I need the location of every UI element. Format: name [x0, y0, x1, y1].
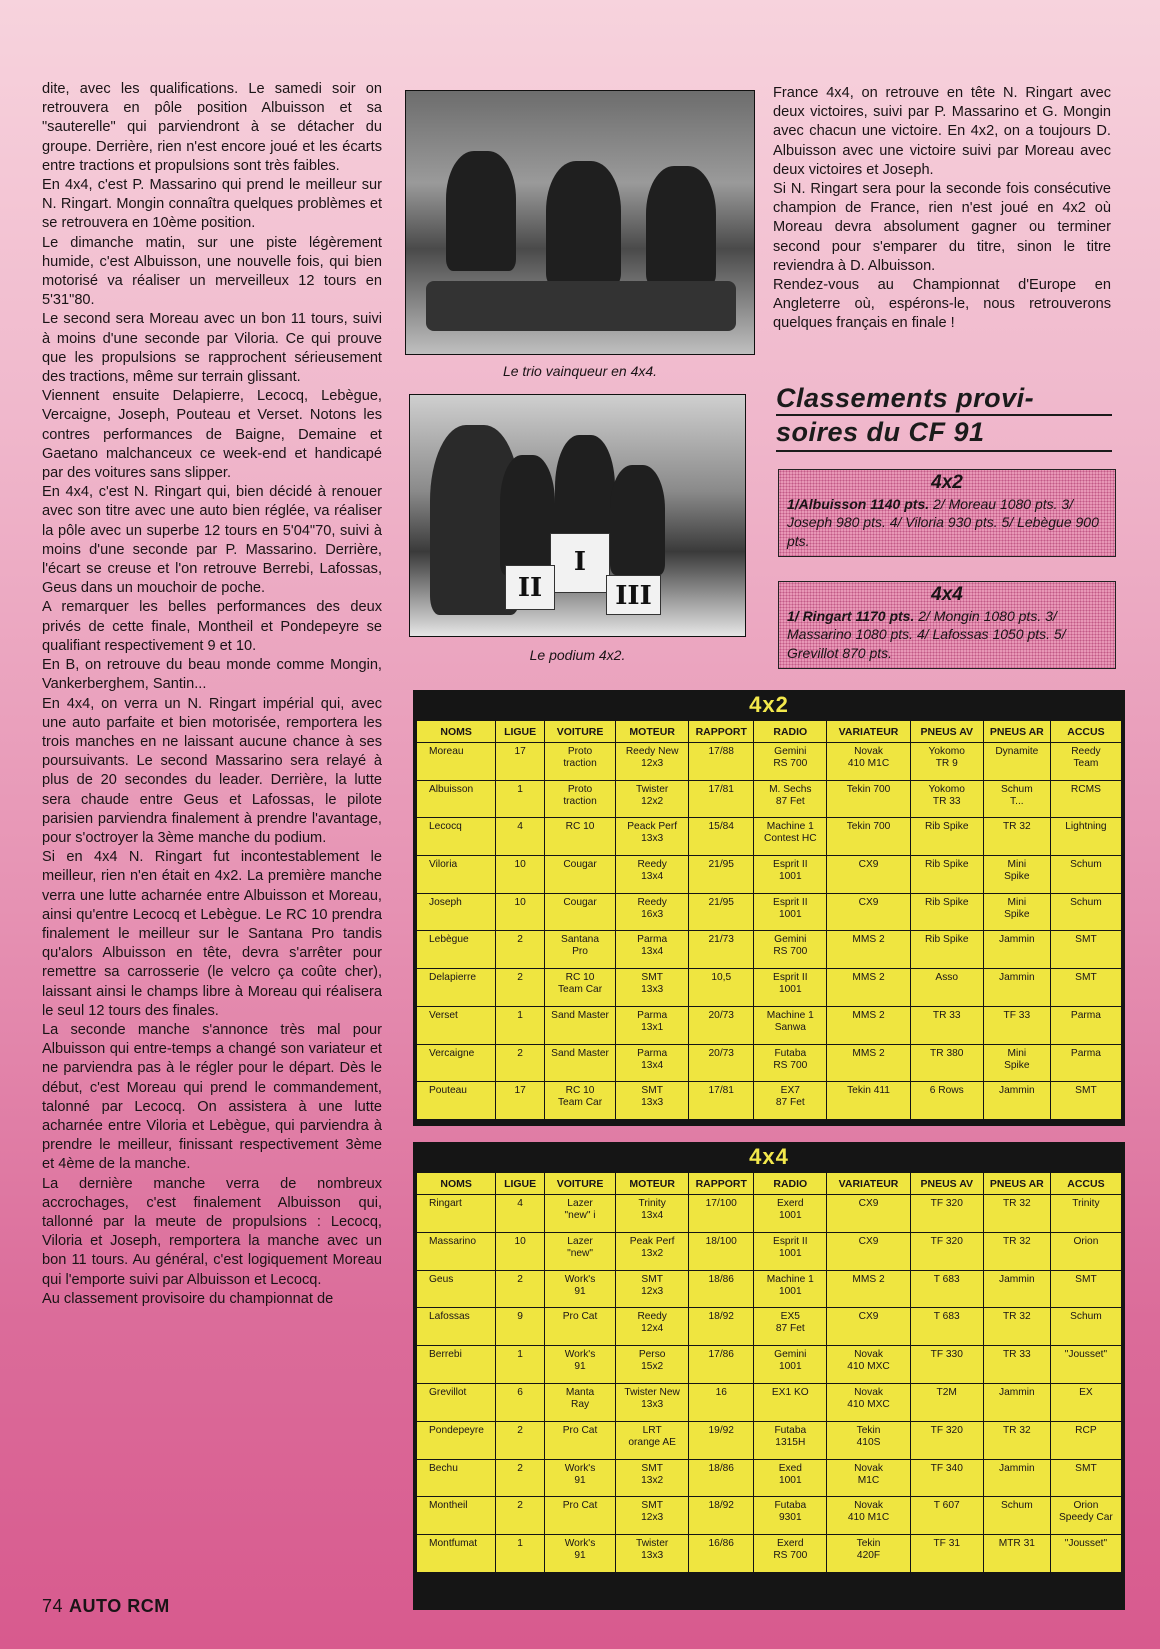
table-cell: 2: [496, 1459, 545, 1497]
table-cell: Sand Master: [544, 1044, 615, 1082]
table-header-row: [417, 721, 1122, 743]
table-cell: SMT: [1050, 1082, 1121, 1120]
table-cell: 18/92: [689, 1497, 754, 1535]
paragraph: Le dimanche matin, sur une piste légèrement humide, c'est Albuisson, une nouvelle fois, qui bien motorisé va réaliser un merveilleux 12 tours en 5'31"80.: [42, 234, 382, 309]
table-cell: 2: [496, 1044, 545, 1082]
table-cell: Orion: [1050, 1232, 1121, 1270]
table-cell: Rib Spike: [910, 856, 983, 894]
table-cell: Cougar: [544, 856, 615, 894]
table-cell: Asso: [910, 969, 983, 1007]
table-cell: 18/86: [689, 1270, 754, 1308]
table-cell: 20/73: [689, 1006, 754, 1044]
magazine-name: AUTO RCM: [69, 1596, 170, 1616]
table-cell: 15/84: [689, 818, 754, 856]
table-cell: Viloria: [417, 856, 496, 894]
table-cell: CX9: [827, 893, 910, 931]
standings-box-4x4-title: 4x4: [931, 584, 963, 605]
column-header: RAPPORT: [689, 721, 754, 743]
table-cell: TF 33: [983, 1006, 1050, 1044]
table-cell: 10: [496, 893, 545, 931]
table-cell: 18/100: [689, 1232, 754, 1270]
column-header: VOITURE: [544, 721, 615, 743]
table-cell: Albuisson: [417, 780, 496, 818]
table-cell: Esprit II 1001: [754, 1232, 827, 1270]
table-cell: TF 320: [910, 1232, 983, 1270]
column-header: ACCUS: [1050, 721, 1121, 743]
table-cell: Novak 410 M1C: [827, 1497, 910, 1535]
table-cell: Twister 13x3: [616, 1535, 689, 1573]
table-cell: TR 32: [983, 1232, 1050, 1270]
table-cell: TF 31: [910, 1535, 983, 1573]
table-row: [417, 1459, 1122, 1497]
table-cell: Lecocq: [417, 818, 496, 856]
table-cell: 2: [496, 1497, 545, 1535]
table-cell: 2: [496, 969, 545, 1007]
table-cell: Dynamite: [983, 743, 1050, 781]
table-cell: EX5 87 Fet: [754, 1308, 827, 1346]
column-header: NOMS: [417, 1173, 496, 1195]
table-cell: Vercaigne: [417, 1044, 496, 1082]
column-header: RADIO: [754, 1173, 827, 1195]
table-cell: Sand Master: [544, 1006, 615, 1044]
table-cell: RCMS: [1050, 780, 1121, 818]
paragraph: En 4x4, c'est P. Massarino qui prend le meilleur sur N. Ringart. Mongin connaîtra quelques problèmes et se retrouvera en 10ème position.: [42, 177, 382, 232]
table-row: [417, 969, 1122, 1007]
table-cell: 17/86: [689, 1346, 754, 1384]
table-cell: TR 32: [983, 818, 1050, 856]
table-cell: SMT 13x3: [616, 969, 689, 1007]
table-cell: Trinity: [1050, 1195, 1121, 1233]
table-cell: TR 380: [910, 1044, 983, 1082]
table-cell: Futaba 9301: [754, 1497, 827, 1535]
table-row: [417, 1006, 1122, 1044]
table-cell: Gemini RS 700: [754, 931, 827, 969]
table-cell: Pro Cat: [544, 1308, 615, 1346]
table-cell: Delapierre: [417, 969, 496, 1007]
table-cell: Bechu: [417, 1459, 496, 1497]
table-cell: Moreau: [417, 743, 496, 781]
table-cell: SMT 12x3: [616, 1497, 689, 1535]
standings-4x2-leader: 1/Albuisson 1140 pts.: [787, 495, 930, 512]
paragraph: France 4x4, on retrouve en tête N. Ringart avec deux victoires, suivi par P. Massarino et G. Mongin avec chacun une victoire. En 4x2, on a toujours D. Albuisson avec une victoire suivi par Moreau avec deux victoires et Joseph.: [773, 85, 1111, 178]
table-cell: 16/86: [689, 1535, 754, 1573]
table-cell: Reedy Team: [1050, 743, 1121, 781]
table-cell: EX7 87 Fet: [754, 1082, 827, 1120]
paragraph: Viennent ensuite Delapierre, Lecocq, Lebègue, Vercaigne, Joseph, Pouteau et Verset. Notons les contres performances de Baigne, Demaine et Gaetano malchanceux ce week-end et handicapé par des voitures sans slipper.: [42, 388, 382, 482]
table-cell: TF 320: [910, 1421, 983, 1459]
photo-trio-winners: [405, 90, 755, 355]
table-cell: TF 340: [910, 1459, 983, 1497]
column-header: MOTEUR: [616, 721, 689, 743]
table-cell: Perso 15x2: [616, 1346, 689, 1384]
table-row: [417, 931, 1122, 969]
table-cell: Parma: [1050, 1006, 1121, 1044]
table-cell: Reedy New 12x3: [616, 743, 689, 781]
table-cell: MMS 2: [827, 969, 910, 1007]
table-cell: Mini Spike: [983, 893, 1050, 931]
table-cell: Jammin: [983, 931, 1050, 969]
table-cell: 21/73: [689, 931, 754, 969]
standings-4x4-leader: 1/ Ringart 1170 pts.: [787, 607, 915, 624]
table-cell: 21/95: [689, 856, 754, 894]
table-cell: Cougar: [544, 893, 615, 931]
table-cell: Schum T...: [983, 780, 1050, 818]
table-cell: Twister New 13x3: [616, 1383, 689, 1421]
table-cell: Lazer "new": [544, 1232, 615, 1270]
paragraph: dite, avec les qualifications. Le samedi soir on retrouvera en pôle position Albuisson et sa "sauterelle" qui parviendront à se détacher du groupe. Derrière, rien n'est encore joué et les écarts entre tractions et propulsions sont très faibles.: [42, 81, 382, 174]
table-cell: Jammin: [983, 1459, 1050, 1497]
table-cell: 2: [496, 931, 545, 969]
table-cell: Schum: [1050, 856, 1121, 894]
standings-box-4x4: [778, 581, 1116, 669]
page-number: 74: [42, 1596, 64, 1616]
column-header: VARIATEUR: [827, 721, 910, 743]
table-cell: Tekin 410S: [827, 1421, 910, 1459]
table-cell: Peak Perf 13x2: [616, 1232, 689, 1270]
table-cell: Pro Cat: [544, 1497, 615, 1535]
table-cell: Novak 410 MXC: [827, 1346, 910, 1384]
table-cell: Work's 91: [544, 1270, 615, 1308]
table-cell: Lazer "new" i: [544, 1195, 615, 1233]
table-cell: T2M: [910, 1383, 983, 1421]
paragraph: La dernière manche verra de nombreux accrochages, c'est finalement Albuisson qui, tallonné par la meute de propulsions : Lecocq, Viloria et Joseph, remportera la manche avec un bon 11 tours. Au général, c'est logiquement Moreau qui l'emporte suivi par Albuisson et Lecocq.: [42, 1175, 382, 1288]
table-cell: Exed 1001: [754, 1459, 827, 1497]
standings-4x4-others: 2/ Mongin 1080 pts. 3/ Massarino 1080 pts. 4/ Lafossas 1050 pts. 5/ Grevillot 870 pts.: [787, 607, 1066, 661]
table-4x4-title: 4x4: [749, 1144, 789, 1169]
paragraph: En 4x4, on verra un N. Ringart impérial qui, avec une auto parfaite et bien motorisée, remportera les trois manches en ne laissant aucune chance à ses poursuivants. Le second Massarino sera relayé à plus de 20 secondes du leader. Derrière, la lutte sera chaude entre Geus et Lafossas, le pilote parisien parviendra finalement à prendre l'avantage, pour s'octroyer la 3ème manche du podium.: [42, 695, 382, 846]
table-cell: Lafossas: [417, 1308, 496, 1346]
table-cell: Jammin: [983, 969, 1050, 1007]
table-cell: 6: [496, 1383, 545, 1421]
paragraph: Au classement provisoire du championnat de: [42, 1290, 334, 1307]
table-cell: SMT: [1050, 1270, 1121, 1308]
table-cell: Mini Spike: [983, 1044, 1050, 1082]
table-cell: SMT: [1050, 931, 1121, 969]
table-cell: Pro Cat: [544, 1421, 615, 1459]
table-4x2: [413, 690, 1125, 1126]
table-cell: 2: [496, 1270, 545, 1308]
table-4x2-title: 4x2: [749, 692, 789, 717]
standings-box-4x4-text: [787, 607, 1107, 663]
table-cell: Ringart: [417, 1195, 496, 1233]
table-cell: Work's 91: [544, 1346, 615, 1384]
table-cell: Esprit II 1001: [754, 856, 827, 894]
table-row: [417, 893, 1122, 931]
table-cell: Joseph: [417, 893, 496, 931]
article-column-right: [773, 84, 1111, 334]
table-cell: Verset: [417, 1006, 496, 1044]
table-cell: T 683: [910, 1270, 983, 1308]
table-cell: 18/86: [689, 1459, 754, 1497]
table-cell: Proto traction: [544, 780, 615, 818]
table-cell: SMT: [1050, 969, 1121, 1007]
table-row: [417, 1535, 1122, 1573]
standings-4x2-others: 2/ Moreau 1080 pts. 3/ Joseph 980 pts. 4/ Viloria 930 pts. 5/ Lebègue 900 pts.: [787, 495, 1099, 549]
table-cell: LRT orange AE: [616, 1421, 689, 1459]
standings-title-line2: soires du CF 91: [776, 417, 985, 447]
table-cell: SMT: [1050, 1459, 1121, 1497]
table-cell: T 683: [910, 1308, 983, 1346]
table-cell: Esprit II 1001: [754, 969, 827, 1007]
table-cell: CX9: [827, 1232, 910, 1270]
paragraph: Si N. Ringart sera pour la seconde fois consécutive champion de France, rien n'est joué en 4x2 où Moreau devra absolument gagner ou terminer second pour s'emparer du titre, sinon le titre reviendra à D. Albuisson.: [773, 181, 1111, 274]
column-header: LIGUE: [496, 1173, 545, 1195]
table-cell: 1: [496, 780, 545, 818]
table-cell: 4: [496, 1195, 545, 1233]
table-cell: Reedy 12x4: [616, 1308, 689, 1346]
table-cell: Parma: [1050, 1044, 1121, 1082]
paragraph: En 4x4, c'est N. Ringart qui, bien décidé à renouer avec son titre avec une auto bien réglée, va réaliser la pôle avec un superbe 12 tours en 5'04"70, suivi à moins d'une seconde par P. Massarino. Derrière, l'écart se creuse et l'on retrouve Berrebi, Lafossas, Geus dans un mouchoir de poche.: [42, 484, 382, 597]
table-cell: Novak 410 MXC: [827, 1383, 910, 1421]
table-cell: Berrebi: [417, 1346, 496, 1384]
article-column-left: [42, 80, 382, 1309]
table-cell: TR 32: [983, 1421, 1050, 1459]
table-cell: 18/92: [689, 1308, 754, 1346]
table-cell: Schum: [983, 1497, 1050, 1535]
table-cell: M. Sechs 87 Fet: [754, 780, 827, 818]
page-footer: [42, 1596, 170, 1617]
table-cell: 20/73: [689, 1044, 754, 1082]
table-4x2-grid: [416, 720, 1122, 1120]
column-header: ACCUS: [1050, 1173, 1121, 1195]
table-cell: Work's 91: [544, 1535, 615, 1573]
table-4x4: [413, 1142, 1125, 1610]
standings-box-4x2-title: 4x2: [931, 472, 963, 493]
table-cell: 19/92: [689, 1421, 754, 1459]
paragraph: A remarquer les belles performances des deux privés de cette finale, Montheil et Pondepeyre se qualifiant respectivement 9 et 10.: [42, 599, 382, 654]
table-cell: 4: [496, 818, 545, 856]
standings-box-4x2: [778, 469, 1116, 557]
table-cell: Jammin: [983, 1270, 1050, 1308]
table-row: [417, 1044, 1122, 1082]
table-cell: SMT 13x2: [616, 1459, 689, 1497]
table-cell: Proto traction: [544, 743, 615, 781]
table-cell: Lebègue: [417, 931, 496, 969]
table-cell: Pondepeyre: [417, 1421, 496, 1459]
table-cell: Parma 13x1: [616, 1006, 689, 1044]
photo1-caption: Le trio vainqueur en 4x4.: [502, 363, 658, 379]
standings-title-line1: Classements provi-: [776, 382, 1112, 416]
table-row: [417, 1270, 1122, 1308]
table-cell: Exerd 1001: [754, 1195, 827, 1233]
column-header: MOTEUR: [616, 1173, 689, 1195]
table-cell: 10,5: [689, 969, 754, 1007]
table-cell: Machine 1 Contest HC: [754, 818, 827, 856]
table-cell: Yokomo TR 9: [910, 743, 983, 781]
paragraph: Le second sera Moreau avec un bon 11 tours, suivi à moins d'une seconde par Viloria. Ce qui prouve que les propulsions se rapprochent sérieusement des tractions, même sur terrain glissant.: [42, 311, 382, 386]
table-4x4-grid: [416, 1172, 1122, 1573]
table-cell: 16: [689, 1383, 754, 1421]
table-row: [417, 1232, 1122, 1270]
table-row: [417, 1195, 1122, 1233]
table-cell: Trinity 13x4: [616, 1195, 689, 1233]
table-cell: Yokomo TR 33: [910, 780, 983, 818]
column-header: PNEUS AV: [910, 1173, 983, 1195]
table-cell: MMS 2: [827, 1006, 910, 1044]
table-cell: 6 Rows: [910, 1082, 983, 1120]
standings-title: [776, 382, 1112, 452]
table-cell: TF 330: [910, 1346, 983, 1384]
table-cell: Futaba RS 700: [754, 1044, 827, 1082]
table-row: [417, 1082, 1122, 1120]
table-header-row: [417, 1173, 1122, 1195]
table-cell: 21/95: [689, 893, 754, 931]
table-cell: Parma 13x4: [616, 1044, 689, 1082]
column-header: PNEUS AR: [983, 721, 1050, 743]
table-cell: TR 32: [983, 1195, 1050, 1233]
table-cell: Schum: [1050, 1308, 1121, 1346]
table-cell: 17/81: [689, 1082, 754, 1120]
table-cell: Jammin: [983, 1383, 1050, 1421]
table-cell: RCP: [1050, 1421, 1121, 1459]
table-cell: Jammin: [983, 1082, 1050, 1120]
podium-step-third: III: [606, 575, 661, 615]
table-cell: Twister 12x2: [616, 780, 689, 818]
table-cell: Reedy 16x3: [616, 893, 689, 931]
table-cell: Exerd RS 700: [754, 1535, 827, 1573]
table-cell: CX9: [827, 1195, 910, 1233]
table-cell: TR 32: [983, 1308, 1050, 1346]
paragraph: En B, on retrouve du beau monde comme Mongin, Vankerberghem, Santin...: [42, 657, 382, 693]
podium-step-first: I: [550, 533, 610, 593]
table-cell: EX1 KO: [754, 1383, 827, 1421]
table-cell: Rib Spike: [910, 818, 983, 856]
table-cell: Montfumat: [417, 1535, 496, 1573]
table-cell: MMS 2: [827, 1044, 910, 1082]
table-cell: Tekin 700: [827, 780, 910, 818]
table-cell: Lightning: [1050, 818, 1121, 856]
table-cell: Novak 410 M1C: [827, 743, 910, 781]
table-cell: Massarino: [417, 1232, 496, 1270]
table-cell: Manta Ray: [544, 1383, 615, 1421]
table-cell: Gemini 1001: [754, 1346, 827, 1384]
column-header: RADIO: [754, 721, 827, 743]
table-cell: Rib Spike: [910, 893, 983, 931]
table-cell: T 607: [910, 1497, 983, 1535]
table-cell: Mini Spike: [983, 856, 1050, 894]
table-cell: Novak M1C: [827, 1459, 910, 1497]
table-cell: Tekin 700: [827, 818, 910, 856]
column-header: PNEUS AV: [910, 721, 983, 743]
table-cell: CX9: [827, 1308, 910, 1346]
table-row: [417, 1383, 1122, 1421]
table-cell: Grevillot: [417, 1383, 496, 1421]
table-cell: Machine 1 1001: [754, 1270, 827, 1308]
table-cell: 10: [496, 856, 545, 894]
paragraph: Rendez-vous au Championnat d'Europe en Angleterre où, espérons-le, nous retrouverons quelques français en finale !: [773, 277, 1111, 332]
table-row: [417, 780, 1122, 818]
table-cell: Geus: [417, 1270, 496, 1308]
photo2-caption: Le podium 4x2.: [529, 647, 626, 663]
column-header: PNEUS AR: [983, 1173, 1050, 1195]
column-header: VARIATEUR: [827, 1173, 910, 1195]
table-row: [417, 1421, 1122, 1459]
table-cell: RC 10 Team Car: [544, 1082, 615, 1120]
table-cell: CX9: [827, 856, 910, 894]
table-cell: 17/88: [689, 743, 754, 781]
column-header: LIGUE: [496, 721, 545, 743]
table-cell: 1: [496, 1535, 545, 1573]
table-cell: Rib Spike: [910, 931, 983, 969]
table-row: [417, 856, 1122, 894]
table-cell: Tekin 420F: [827, 1535, 910, 1573]
table-row: [417, 818, 1122, 856]
table-cell: MMS 2: [827, 1270, 910, 1308]
table-cell: 17/100: [689, 1195, 754, 1233]
table-row: [417, 1346, 1122, 1384]
table-cell: Gemini RS 700: [754, 743, 827, 781]
table-cell: Reedy 13x4: [616, 856, 689, 894]
paragraph: Si en 4x4 N. Ringart fut incontestablement le meilleur, rien n'en était en 4x2. La première manche verra une lutte acharnée entre Albuisson et Moreau, ainsi qu'entre Lecocq et Lebègue. Le RC 10 prendra finalement le meilleur sur le Santana Pro tandis qu'alors Albuisson en tête, devra s'arrêter pour remettre sa carrosserie (le velcro ça coûte cher), laissant ainsi le champs libre à Moreau qui réalisera le seul 12 tours des finales.: [42, 849, 382, 1019]
table-cell: Futaba 1315H: [754, 1421, 827, 1459]
table-cell: 1: [496, 1346, 545, 1384]
table-cell: 17/81: [689, 780, 754, 818]
photo-podium: [409, 394, 746, 637]
table-cell: 17: [496, 1082, 545, 1120]
table-cell: Montheil: [417, 1497, 496, 1535]
table-cell: 2: [496, 1421, 545, 1459]
standings-box-4x2-text: [787, 495, 1107, 551]
table-row: [417, 1497, 1122, 1535]
table-cell: Parma 13x4: [616, 931, 689, 969]
table-cell: "Jousset": [1050, 1535, 1121, 1573]
table-cell: MMS 2: [827, 931, 910, 969]
table-cell: TF 320: [910, 1195, 983, 1233]
table-cell: "Jousset": [1050, 1346, 1121, 1384]
column-header: NOMS: [417, 721, 496, 743]
table-row: [417, 743, 1122, 781]
table-cell: EX: [1050, 1383, 1121, 1421]
table-cell: TR 33: [983, 1346, 1050, 1384]
paragraph: La seconde manche s'annonce très mal pour Albuisson qui entre-temps a changé son variateur et ne parviendra pas à le régler pour le départ. Dès le début, c'est Moreau qui prend le commandement, talonné par Lecocq. On assistera à une lutte acharnée entre Viloria et Lebègue, qui parviendra à prendre le meilleur, finissant respectivement 3ème et 4ème de la manche.: [42, 1021, 382, 1173]
table-cell: Schum: [1050, 893, 1121, 931]
table-cell: 9: [496, 1308, 545, 1346]
column-header: RAPPORT: [689, 1173, 754, 1195]
table-cell: 17: [496, 743, 545, 781]
table-cell: RC 10: [544, 818, 615, 856]
table-cell: Orion Speedy Car: [1050, 1497, 1121, 1535]
table-cell: MTR 31: [983, 1535, 1050, 1573]
table-cell: Santana Pro: [544, 931, 615, 969]
table-cell: Tekin 411: [827, 1082, 910, 1120]
column-header: VOITURE: [544, 1173, 615, 1195]
table-cell: Pouteau: [417, 1082, 496, 1120]
table-cell: SMT 12x3: [616, 1270, 689, 1308]
table-cell: RC 10 Team Car: [544, 969, 615, 1007]
podium-step-second: II: [505, 565, 555, 610]
table-cell: Machine 1 Sanwa: [754, 1006, 827, 1044]
table-cell: Esprit II 1001: [754, 893, 827, 931]
table-cell: 1: [496, 1006, 545, 1044]
table-cell: TR 33: [910, 1006, 983, 1044]
table-cell: Work's 91: [544, 1459, 615, 1497]
table-cell: SMT 13x3: [616, 1082, 689, 1120]
table-cell: 10: [496, 1232, 545, 1270]
table-row: [417, 1308, 1122, 1346]
table-cell: Peack Perf 13x3: [616, 818, 689, 856]
